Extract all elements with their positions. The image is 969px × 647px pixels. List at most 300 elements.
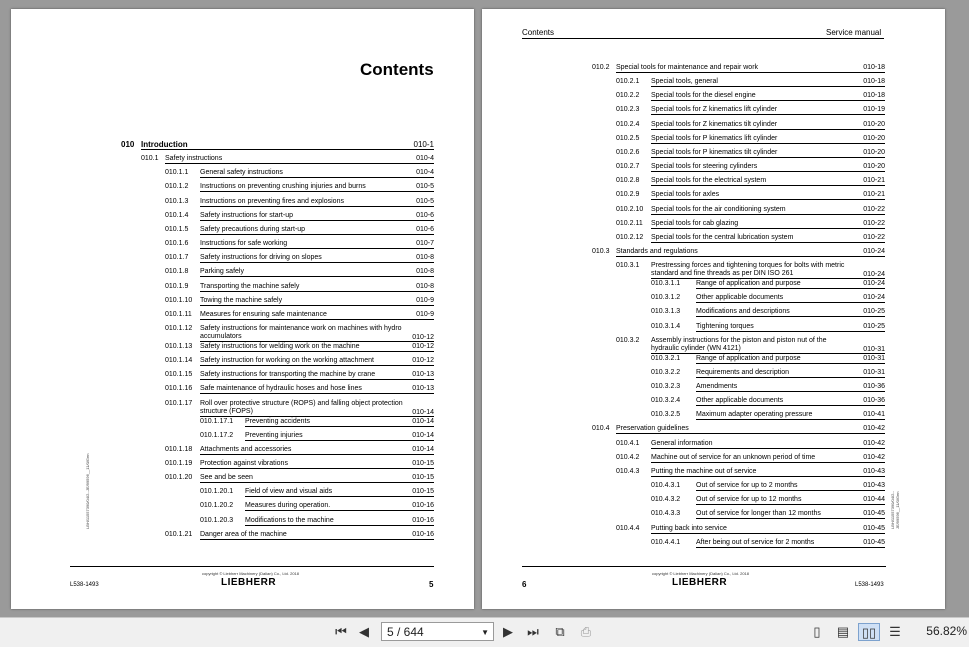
toc-entry[interactable] — [616, 149, 885, 158]
rotate-view-icon[interactable]: ⧉ — [555, 624, 565, 639]
toc-entry-title: Range of application and purpose — [696, 280, 801, 288]
toc-entry-page: 010-22 — [863, 205, 885, 213]
toc-entry-rule — [651, 114, 885, 115]
toc-entry-page: 010-8 — [416, 282, 434, 290]
toc-entry-title: See and be seen — [200, 474, 253, 482]
toc-entry-number: 010.2.1 — [616, 78, 640, 86]
toc-entry-number: 010.3.1.1 — [651, 280, 681, 288]
toc-entry-rule — [651, 100, 885, 101]
toc-entry-rule — [616, 72, 885, 73]
page-number-field[interactable] — [381, 622, 494, 641]
side-code: LBH/11557390/04/2--JE/99596__11/0/Gen — [890, 491, 900, 529]
toc-entry-page: 010-18 — [863, 64, 885, 71]
toc-entry-rule — [651, 278, 885, 279]
toc-entry-page: 010-8 — [416, 268, 434, 276]
toc-entry-number: 010.2.5 — [616, 134, 640, 142]
toc-entry-title: Safety instructions — [165, 155, 223, 163]
single-page-view-icon[interactable]: ▯ — [813, 624, 821, 639]
toc-entry[interactable] — [616, 177, 885, 186]
toc-entry-title: Special tools for P kinematics lift cylinder — [651, 134, 778, 142]
toc-entry[interactable] — [165, 531, 434, 540]
toc-entry-title: Danger area of the machine — [200, 530, 287, 538]
toc-entry-number: 010.1.18 — [165, 445, 193, 453]
toc-entry[interactable] — [200, 488, 434, 497]
toc-entry-number: 010.1.21 — [165, 530, 193, 538]
toc-entry-page: 010-20 — [863, 120, 885, 128]
toc-entry-rule — [696, 331, 885, 332]
toc-entry-title: Other applicable documents — [696, 294, 784, 302]
toc-entry-number: 010.1.14 — [165, 357, 193, 365]
toc-entry[interactable] — [200, 502, 434, 511]
toc-entry-number: 010.1.10 — [165, 296, 193, 304]
continuous-view-icon[interactable]: ▤ — [836, 624, 850, 639]
toc-entry-page: 010-12 — [412, 357, 434, 365]
toc-entry[interactable] — [651, 280, 885, 289]
toc-entry-rule — [245, 440, 434, 441]
toc-entry-number: 010.3.2.5 — [651, 411, 681, 419]
toc-entry-page: 010-20 — [863, 163, 885, 171]
chevron-down-icon[interactable]: ▼ — [481, 628, 489, 637]
toc-entry[interactable] — [651, 411, 885, 420]
toc-entry[interactable] — [165, 446, 434, 455]
toc-entry-title: Measures for ensuring safe maintenance — [200, 310, 327, 318]
toc-entry[interactable] — [651, 369, 885, 378]
toc-entry-rule — [696, 490, 885, 491]
toc-entry-rule — [651, 476, 885, 477]
toc-entry-number: 010.4.3.1 — [651, 482, 681, 490]
toc-entry-page: 010-31 — [863, 345, 885, 353]
toc-entry-title: Introduction — [141, 140, 188, 149]
toc-entry-title: Out of service for longer than 12 months — [696, 510, 821, 518]
toc-entry[interactable] — [200, 432, 434, 441]
toc-entry-title: Standards and regulations — [616, 247, 698, 255]
toc-entry-rule — [245, 525, 434, 526]
document-page-6 — [482, 9, 945, 609]
toc-entry-page: 010-36 — [863, 383, 885, 390]
toc-entry-rule — [651, 462, 885, 463]
toc-entry-number: 010.1.7 — [165, 254, 189, 262]
toc-entry-rule — [651, 86, 885, 87]
toc-entry-title: Special tools for maintenance and repair work — [616, 64, 759, 71]
toc-entry[interactable] — [165, 183, 434, 192]
toc-entry-number: 010.1.5 — [165, 225, 189, 233]
toc-entry-page: 010-24 — [863, 271, 885, 279]
toc-entry[interactable] — [165, 311, 434, 320]
toc-entry[interactable] — [616, 234, 885, 243]
toc-entry-title: Preventing injuries — [245, 431, 303, 439]
toc-entry-page: 010-43 — [863, 467, 885, 475]
toc-entry[interactable] — [165, 268, 434, 277]
toc-entry-page: 010-42 — [863, 439, 885, 447]
liebherr-logo: LIEBHERR — [221, 577, 277, 588]
toc-entry[interactable] — [165, 226, 434, 235]
toc-entry-number: 010.2.7 — [616, 163, 640, 171]
toc-entry[interactable] — [165, 460, 434, 469]
toc-entry-number: 010.4.3 — [616, 467, 640, 475]
toc-entry[interactable] — [616, 262, 885, 279]
toc-entry-title: Tightening torques — [696, 322, 754, 330]
toc-entry-number: 010.1.13 — [165, 342, 193, 350]
toc-entry[interactable] — [165, 400, 434, 417]
toc-entry-page: 010-14 — [412, 408, 434, 416]
toc-entry-rule — [245, 496, 434, 497]
next-page-icon[interactable]: ▶ — [503, 624, 513, 639]
toc-entry-title: Safety instructions for welding work on the machine — [200, 342, 360, 350]
toc-entry[interactable] — [165, 283, 434, 292]
toc-entry-page: 010-8 — [416, 254, 434, 262]
toc-entry-title: Transporting the machine safely — [200, 282, 300, 290]
toc-entry-page: 010-15 — [412, 460, 434, 467]
two-page-view-icon[interactable]: ▯▯ — [858, 623, 880, 641]
toc-entry[interactable] — [616, 92, 885, 101]
footer-rule — [522, 566, 886, 567]
toc-entry-title: Prestressing forces and tightening torques for bolts with metric standard and fine threads as per DIN ISO 261 — [651, 262, 845, 278]
toc-entry-page: 010-16 — [412, 530, 434, 538]
header-right: Service manual — [826, 28, 882, 37]
toc-entry-page: 010-31 — [863, 368, 885, 376]
toc-entry-number: 010.4 — [592, 425, 610, 433]
toc-entry-number: 010.1.20.2 — [200, 502, 234, 510]
toc-entry-page: 010-14 — [412, 431, 434, 439]
toc-entry[interactable] — [592, 64, 885, 73]
toc-entry-page: 010-6 — [416, 225, 434, 233]
toc-entry-rule — [200, 341, 434, 342]
toc-entry[interactable] — [616, 454, 885, 463]
toc-entry-number: 010.3.2.2 — [651, 368, 681, 376]
toc-entry-title: Special tools for Z kinematics lift cylinder — [651, 106, 778, 114]
toc-entry[interactable] — [165, 343, 434, 352]
toc-entry-rule — [200, 454, 434, 455]
toc-entry[interactable] — [616, 220, 885, 229]
toc-entry-title: Maximum adapter operating pressure — [696, 411, 813, 419]
toc-entry-number: 010.1 — [141, 155, 159, 163]
toc-entry-title: Special tools, general — [651, 78, 718, 86]
toc-entry-rule — [245, 426, 434, 427]
toc-entry-rule — [200, 191, 434, 192]
toc-entry-page: 010-4 — [416, 155, 434, 163]
toc-entry-title: Measures during operation. — [245, 502, 331, 510]
model-code: L538-1493 — [855, 582, 884, 588]
toc-entry[interactable] — [165, 371, 434, 380]
liebherr-logo: LIEBHERR — [672, 577, 728, 588]
toc-entry[interactable] — [165, 240, 434, 249]
toc-entry-page: 010-4 — [416, 169, 434, 177]
toc-entry-title: Protection against vibrations — [200, 460, 288, 467]
toc-entry[interactable] — [165, 325, 434, 342]
toc-entry-number: 010.4.3.2 — [651, 496, 681, 504]
toc-entry-page: 010-9 — [416, 310, 434, 318]
toc-entry-page: 010-24 — [863, 247, 885, 255]
toc-entry-page: 010-25 — [863, 322, 885, 330]
page-number-value: 5 / 644 — [387, 625, 424, 639]
toc-entry-title: Special tools for P kinematics tilt cylinder — [651, 148, 778, 156]
toc-entry-page: 010-43 — [863, 482, 885, 490]
toc-entry-title: Preservation guidelines — [616, 425, 689, 433]
toc-entry[interactable] — [616, 106, 885, 115]
toc-entry[interactable] — [616, 78, 885, 87]
toc-entry[interactable] — [651, 308, 885, 317]
toc-entry-title: Instructions on preventing fires and explosions — [200, 197, 344, 205]
page-title: Contents — [360, 60, 434, 79]
toc-entry-number: 010.3.1.2 — [651, 294, 681, 302]
toc-entry-rule — [200, 416, 434, 417]
toc-entry-rule — [696, 419, 885, 420]
toc-entry-rule — [696, 302, 885, 303]
toc-entry-title: After being out of service for 2 months — [696, 538, 815, 546]
toc-entry-number: 010.2.10 — [616, 205, 644, 213]
toc-entry-number: 010.1.2 — [165, 183, 189, 191]
toc-entry-page: 010-9 — [416, 296, 434, 304]
toc-entry-page: 010-42 — [863, 425, 885, 433]
toc-entry-rule — [200, 262, 434, 263]
toc-entry-number: 010.1.20.3 — [200, 516, 234, 524]
toc-entry[interactable] — [651, 383, 885, 392]
two-page-continuous-view-icon[interactable]: ☰ — [889, 624, 901, 639]
toc-entry-rule — [200, 468, 434, 469]
toc-entry[interactable] — [616, 525, 885, 534]
toc-entry-title: Preventing accidents — [245, 417, 310, 425]
toc-entry-number: 010.2.8 — [616, 177, 640, 185]
toc-entry-page: 010-5 — [416, 183, 434, 191]
toc-entry-rule — [200, 206, 434, 207]
toc-entry-rule — [200, 276, 434, 277]
previous-page-icon[interactable]: ◀ — [359, 624, 369, 639]
toc-entry[interactable] — [200, 418, 434, 427]
toc-entry-title: Modifications and descriptions — [696, 308, 790, 316]
toc-entry-rule — [696, 405, 885, 406]
toc-entry-rule — [696, 391, 885, 392]
toc-entry-title: Assembly instructions for the piston and piston nut of the hydraulic cylinder (WN 4121) — [651, 336, 827, 352]
toc-entry-number: 010.1.17.1 — [200, 417, 234, 425]
toc-entry[interactable] — [165, 385, 434, 394]
toc-entry-page: 010-19 — [863, 106, 885, 114]
toc-entry[interactable] — [165, 212, 434, 221]
toc-entry-title: Special tools for cab glazing — [651, 219, 739, 227]
toc-entry[interactable] — [651, 294, 885, 303]
toc-entry[interactable] — [616, 121, 885, 130]
toc-entry-title: Special tools for Z kinematics tilt cylinder — [651, 120, 778, 128]
toc-entry-number: 010.1.3 — [165, 197, 189, 205]
toc-entry[interactable] — [616, 163, 885, 172]
toc-entry-page: 010-14 — [412, 417, 434, 425]
toc-entry-page: 010-7 — [416, 240, 434, 248]
toc-entry[interactable] — [165, 357, 434, 366]
toc-entry-rule — [651, 228, 885, 229]
toc-entry-rule — [200, 220, 434, 221]
toc-entry-number: 010.1.1 — [165, 169, 189, 177]
toc-entry-number: 010.3.1 — [616, 262, 640, 270]
toc-entry-number: 010.4.4 — [616, 524, 640, 532]
toc-entry[interactable] — [651, 496, 885, 505]
toc-entry-title: Field of view and visual aids — [245, 488, 333, 496]
toc-entry-number: 010.3.1.3 — [651, 308, 681, 316]
toc-entry-page: 010-31 — [863, 354, 885, 362]
toc-entry-number: 010.4.2 — [616, 453, 640, 461]
toc-entry-number: 010.1.15 — [165, 371, 193, 379]
toc-entry[interactable] — [592, 425, 885, 434]
toc-entry-page: 010-45 — [863, 538, 885, 546]
toc-entry-page: 010-20 — [863, 148, 885, 156]
document-page-5 — [11, 9, 474, 609]
toc-entry-page: 010-21 — [863, 177, 885, 185]
toc-entry-number: 010.4.4.1 — [651, 538, 681, 546]
toc-entry[interactable] — [616, 468, 885, 477]
toc-entry-title: Out of service for up to 2 months — [696, 482, 798, 490]
toc-entry-page: 010-45 — [863, 524, 885, 532]
toc-entry[interactable] — [200, 517, 434, 526]
toc-entry-rule — [696, 547, 885, 548]
toc-entry[interactable] — [165, 169, 434, 178]
toc-entry-rule — [696, 288, 885, 289]
toc-entry-rule — [200, 539, 434, 540]
toc-entry-number: 010.2.12 — [616, 233, 644, 241]
toc-entry-number: 010.1.4 — [165, 211, 189, 219]
toc-entry-rule — [200, 234, 434, 235]
toc-entry-title: General information — [651, 439, 713, 447]
toc-entry-title: General safety instructions — [200, 169, 283, 177]
toc-entry[interactable] — [616, 206, 885, 215]
toc-entry[interactable] — [592, 248, 885, 257]
toc-entry-page: 010-44 — [863, 496, 885, 504]
toc-entry-number: 010.4.3.3 — [651, 510, 681, 518]
toc-entry-title: Special tools for the diesel engine — [651, 92, 756, 100]
toc-entry-rule — [200, 365, 434, 366]
toc-entry-rule — [245, 510, 434, 511]
toc-entry-rule — [651, 214, 885, 215]
toc-entry-title: Special tools for steering cylinders — [651, 163, 758, 171]
toc-entry-number: 010.2.4 — [616, 120, 640, 128]
toc-entry[interactable] — [651, 397, 885, 406]
toc-entry-number: 010.1.6 — [165, 240, 189, 248]
viewer-toolbar — [0, 617, 969, 647]
toc-entry-rule — [200, 177, 434, 178]
toc-entry-title: Putting the machine out of service — [651, 467, 757, 475]
toc-entry[interactable] — [616, 440, 885, 449]
toc-entry-number: 010.2.3 — [616, 106, 640, 114]
toc-entry[interactable] — [121, 141, 434, 150]
toc-entry-title: Roll over protective structure (ROPS) and falling object protection structure (FOPS) — [200, 399, 403, 415]
copyright: copyright © Liebherr Machinery (Dalian) Co., Ltd. 2018 — [202, 571, 299, 576]
toc-entry-title: Safety instruction for working on the working attachment — [200, 357, 374, 365]
page-number: 5 — [429, 580, 434, 589]
toc-entry-page: 010-18 — [863, 78, 885, 86]
toc-entry-number: 010.2.2 — [616, 92, 640, 100]
toc-entry[interactable] — [616, 135, 885, 144]
toc-entry-rule — [651, 129, 885, 130]
toc-entry[interactable] — [616, 191, 885, 200]
toc-entry-page: 010-14 — [412, 445, 434, 453]
toc-entry-number: 010.1.19 — [165, 460, 193, 467]
toc-entry-rule — [696, 363, 885, 364]
toc-entry-rule — [200, 393, 434, 394]
toc-entry-title: Other applicable documents — [696, 397, 784, 405]
toc-entry-title: Parking safely — [200, 268, 244, 276]
toc-entry-rule — [651, 448, 885, 449]
toc-entry-page: 010-12 — [412, 333, 434, 341]
toc-entry-title: Amendments — [696, 383, 738, 390]
toc-entry-title: Special tools for the electrical system — [651, 177, 767, 185]
last-page-icon[interactable]: ⏭ — [527, 624, 539, 639]
toc-entry-rule — [651, 242, 885, 243]
toc-entry-page: 010-24 — [863, 294, 885, 302]
toc-entry-page: 010-12 — [412, 342, 434, 350]
toc-entry[interactable] — [651, 323, 885, 332]
toc-entry-page: 010-16 — [412, 516, 434, 524]
print-icon[interactable]: ⎙ — [580, 624, 592, 639]
toc-entry-rule — [200, 305, 434, 306]
zoom-level[interactable]: 56.82% — [926, 624, 967, 638]
toc-entry-number: 010.3.1.4 — [651, 322, 681, 330]
page-number: 6 — [522, 580, 527, 589]
toc-entry-title: Instructions on preventing crushing injuries and burns — [200, 183, 366, 191]
model-code: L538-1493 — [70, 582, 99, 588]
toc-entry-rule — [651, 143, 885, 144]
toc-entry-rule — [696, 518, 885, 519]
toc-entry[interactable] — [141, 155, 434, 164]
toc-entry-number: 010.1.17 — [165, 399, 193, 407]
toc-entry-number: 010.3.2 — [616, 336, 640, 344]
toc-entry-rule — [200, 351, 434, 352]
footer-rule — [70, 566, 434, 567]
toc-entry[interactable] — [616, 337, 885, 354]
toc-entry-number: 010.3.2.4 — [651, 397, 681, 405]
toc-entry-page: 010-24 — [863, 280, 885, 288]
first-page-icon[interactable]: ⏮ — [335, 624, 347, 639]
toc-entry[interactable] — [165, 198, 434, 207]
toc-entry-number: 010.4.1 — [616, 439, 640, 447]
toc-entry-title: Special tools for the central lubrication system — [651, 233, 794, 241]
toc-entry-page: 010-21 — [863, 191, 885, 199]
toc-entry-page: 010-45 — [863, 510, 885, 518]
toc-entry-page: 010-6 — [416, 211, 434, 219]
toc-entry-number: 010.1.17.2 — [200, 431, 234, 439]
toc-entry-number: 010.3.2.3 — [651, 383, 681, 390]
toc-entry-number: 010.1.12 — [165, 324, 193, 332]
toc-entry[interactable] — [165, 474, 434, 483]
toc-entry-number: 010.1.20 — [165, 474, 193, 482]
toc-entry-rule — [651, 171, 885, 172]
toc-entry-title: Safety instructions for driving on slopes — [200, 254, 322, 262]
toc-entry[interactable] — [165, 297, 434, 306]
toc-entry-rule — [696, 377, 885, 378]
toc-entry-rule — [200, 482, 434, 483]
toc-entry-number: 010.1.9 — [165, 282, 189, 290]
toc-entry-page: 010-36 — [863, 397, 885, 405]
toc-entry-page: 010-42 — [863, 453, 885, 461]
toc-entry-title: Towing the machine safely — [200, 296, 283, 304]
toc-entry-title: Putting back into service — [651, 524, 727, 532]
toc-entry-rule — [696, 316, 885, 317]
toc-entry-page: 010-22 — [863, 233, 885, 241]
toc-entry[interactable] — [165, 254, 434, 263]
toc-entry-rule — [651, 185, 885, 186]
toc-entry[interactable] — [651, 539, 885, 548]
toc-entry-rule — [616, 256, 885, 257]
toc-entry-number: 010 — [121, 140, 135, 149]
toc-entry[interactable] — [651, 510, 885, 519]
toc-entry-page: 010-15 — [412, 474, 434, 482]
toc-entry-page: 010-5 — [416, 197, 434, 205]
toc-entry-rule — [616, 433, 885, 434]
copyright: copyright © Liebherr Machinery (Dalian) Co., Ltd. 2018 — [652, 571, 749, 576]
toc-entry-title: Special tools for the air conditioning system — [651, 205, 786, 213]
toc-entry-title: Safety instructions for start-up — [200, 211, 293, 219]
toc-entry[interactable] — [651, 355, 885, 364]
toc-entry[interactable] — [651, 482, 885, 491]
toc-entry-title: Safety precautions during start-up — [200, 225, 306, 233]
toc-entry-page: 010-1 — [413, 140, 434, 149]
toc-entry-rule — [651, 353, 885, 354]
